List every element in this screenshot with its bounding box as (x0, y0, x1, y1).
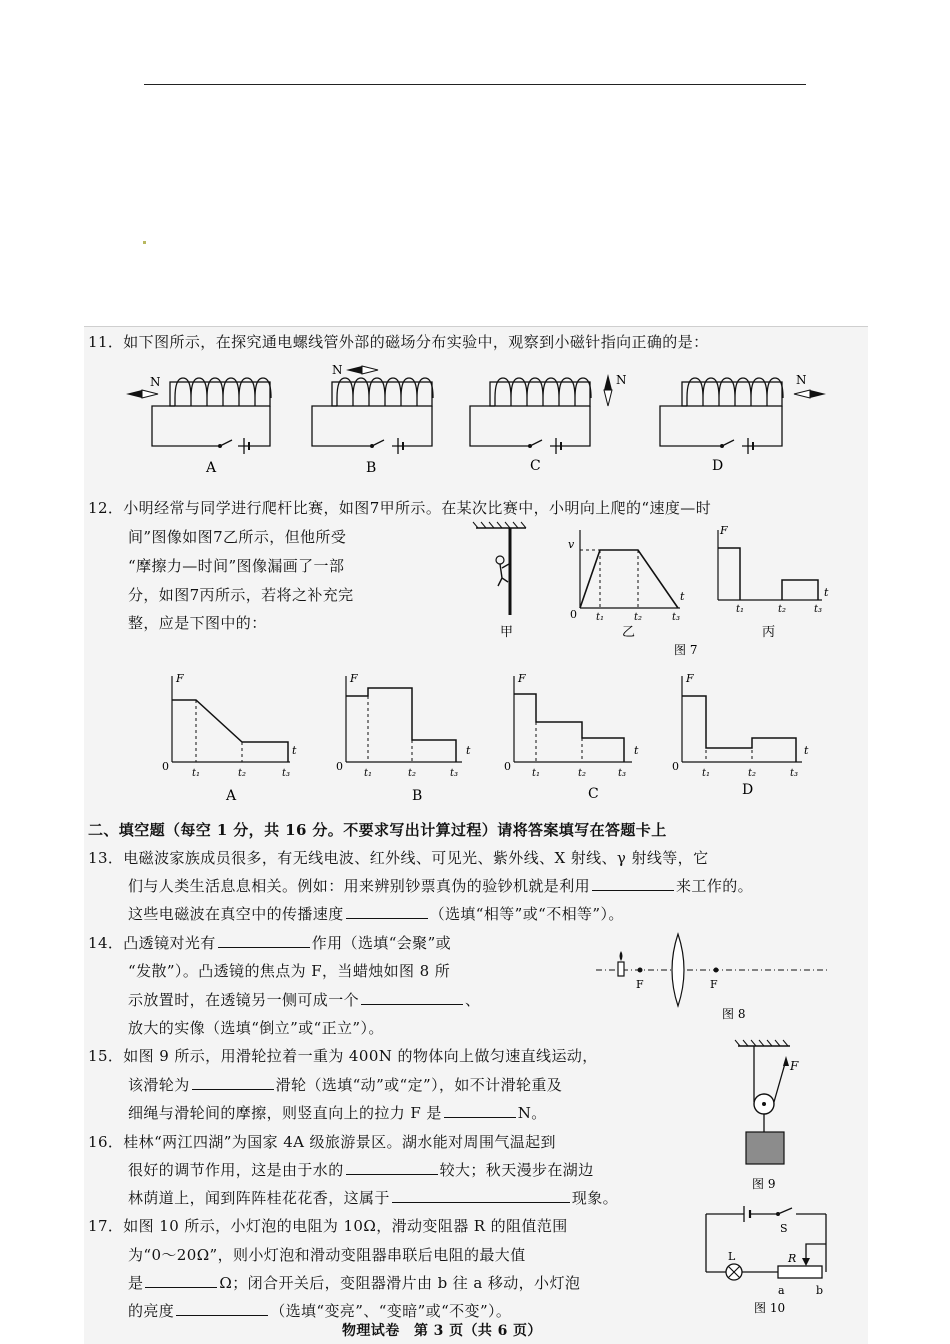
q12-c-axis-f: F (518, 672, 526, 685)
fig8-focus-left: F (636, 978, 644, 991)
q16-line-1: 16．桂林“两江四湖”为国家 4A 级旅游景区。湖水能对周围气温起到 (88, 1133, 556, 1151)
q11-option-c-circuit (470, 374, 612, 454)
q14-line-3a: 示放置时，在透镜另一侧可成一个 (128, 991, 360, 1009)
q11-option-b-circuit (312, 366, 433, 454)
q14-line-4: 放大的实像（选填“倒立”或“正立”）。 (128, 1019, 384, 1037)
q13-line-3a: 这些电磁波在真空中的传播速度 (128, 905, 344, 923)
q12-option-c: C (588, 786, 599, 802)
fig7-bing-t1: t₁ (736, 604, 745, 615)
fig7-bing-axis-t: t (824, 586, 829, 599)
q12-c-t1: t₁ (532, 768, 541, 779)
q13-line-1: 13．电磁波家族成员很多，有无线电波、红外线、可见光、紫外线、X 射线、γ 射线等，它 (88, 849, 709, 867)
q14-line-1b: 作用（选填“会聚”或 (311, 934, 452, 952)
fig7-bing-t3: t₃ (814, 604, 823, 615)
fig9-caption: 图 9 (752, 1177, 776, 1191)
q17-line-4a: 的亮度 (128, 1302, 175, 1320)
q13-line-3 (128, 904, 624, 924)
fig10-a-label: a (778, 1284, 785, 1297)
q12-c-axis-t: t (634, 744, 639, 757)
q11-c-pole: N (616, 373, 627, 387)
q11-option-b: B (366, 460, 377, 476)
fig10-caption: 图 10 (754, 1301, 786, 1315)
section-2-title-note: 请将答案填写在答题卡上 (497, 821, 667, 839)
fig8-caption: 图 8 (722, 1007, 746, 1021)
q17-line-3b: Ω；闭合开关后，变阻器滑片由 b 往 a 移动，小灯泡 (219, 1274, 581, 1292)
q16-line-2 (128, 1160, 594, 1180)
q12-b-t2: t₂ (408, 768, 417, 779)
sheet-edge (84, 326, 868, 327)
q15-line-2 (128, 1075, 562, 1095)
q13-line-2b: 来工作的。 (676, 877, 754, 895)
q12-stem-3: “摩擦力—时间”图像漏画了一部 (128, 557, 345, 575)
q13-blank-2[interactable] (346, 904, 428, 919)
q12-stem-2: 间”图像如图7乙所示，但他所受 (128, 528, 347, 546)
q17-line-3 (128, 1273, 580, 1293)
q13-blank-1[interactable] (592, 876, 674, 891)
q12-stem-4: 分，如图7丙所示，若将之补充完 (128, 586, 354, 604)
q12-option-a: A (226, 788, 237, 802)
q12-d-origin: 0 (672, 760, 679, 773)
fig7-yi-label: 乙 (622, 625, 636, 640)
q12-d-t1: t₁ (702, 768, 711, 779)
q12-a-t3: t₃ (282, 768, 291, 779)
q15-line-2b: 滑轮（选填“动”或“定”），如不计滑轮重及 (275, 1076, 563, 1094)
q15-blank-2[interactable] (444, 1103, 516, 1118)
q11-figure (120, 360, 840, 480)
q12-a-t2: t₂ (238, 768, 247, 779)
q16-blank-1[interactable] (346, 1160, 438, 1175)
q12-a-axis-f: F (176, 672, 184, 685)
q12-b-t3: t₃ (450, 768, 459, 779)
q12-b-origin: 0 (336, 760, 343, 773)
q15-line-2a: 该滑轮为 (128, 1076, 190, 1094)
q12-d-axis-f: F (686, 672, 694, 685)
q17-line-4 (128, 1301, 511, 1321)
fig7-bing-axis-f: F (720, 524, 728, 537)
fig7-yi-axis-v: v (568, 538, 575, 551)
q12-options (150, 662, 830, 802)
q12-stem-5: 整，应是下图中的： (128, 614, 267, 632)
fig7-jia-pole (473, 522, 526, 615)
q17-line-3a: 是 (128, 1274, 144, 1292)
q12-c-origin: 0 (504, 760, 511, 773)
fig7-yi-t2: t₂ (634, 612, 643, 623)
q12-b-axis-f: F (350, 672, 358, 685)
q14-line-3b: 、 (465, 991, 481, 1009)
q11-option-c: C (530, 458, 541, 474)
q13-line-3b: （选填“相等”或“不相等”）。 (429, 905, 624, 923)
q15-line-3 (128, 1103, 547, 1123)
fig10-b-label: b (816, 1284, 824, 1297)
fig7-yi-t3: t₃ (672, 612, 681, 623)
q12-option-c-graph (514, 676, 632, 762)
q11-d-pole: N (796, 373, 807, 387)
q12-stem-1: 12．小明经常与同学进行爬杆比赛，如图7甲所示。在某次比赛中，小明向上爬的“速度—时 (88, 499, 712, 517)
q17-line-2: 为“0～20Ω”，则小灯泡和滑动变阻器串联后电阻的最大值 (128, 1246, 526, 1264)
q12-b-axis-t: t (466, 744, 471, 757)
fig10-lamp-label: L (728, 1250, 736, 1263)
q17-line-4b: （选填“变亮”、“变暗”或“不变”）。 (270, 1302, 512, 1320)
q11-option-a-circuit (126, 378, 271, 454)
fig9-force: F (790, 1059, 799, 1073)
q12-d-t2: t₂ (748, 768, 757, 779)
q16-line-3 (128, 1188, 618, 1208)
fig7-jia-label: 甲 (500, 625, 514, 640)
section-2-title-main: 二、填空题（每空 1 分，共 16 分。不要求写出计算过程） (88, 821, 498, 839)
fig7-bing-graph (718, 530, 822, 600)
fig10-rheostat-label: R (788, 1252, 797, 1265)
q16-line-3b: 现象。 (571, 1189, 619, 1207)
fig10 (698, 1200, 838, 1318)
fig7-yi-graph (580, 530, 680, 608)
fig7-bing-t2: t₂ (778, 604, 787, 615)
q11-option-d: D (712, 458, 724, 474)
fig7-caption: 图 7 (674, 643, 698, 657)
q11-option-d-circuit (660, 378, 826, 454)
fig8 (588, 930, 838, 1024)
fig10-switch-label: S (780, 1222, 788, 1235)
q15-blank-1[interactable] (192, 1075, 274, 1090)
top-rule (144, 84, 806, 85)
fig7-yi-origin: 0 (570, 608, 577, 621)
q16-blank-2[interactable] (392, 1188, 570, 1203)
q12-option-b-graph (346, 676, 462, 762)
q12-option-b: B (412, 788, 423, 802)
q12-a-t1: t₁ (192, 768, 201, 779)
fig9 (728, 1036, 828, 1196)
q14-line-1 (88, 933, 451, 953)
candle-icon (618, 951, 624, 976)
q16-line-2b: 较大；秋天漫步在湖边 (439, 1161, 594, 1179)
q16-line-2a: 很好的调节作用，这是由于水的 (128, 1161, 344, 1179)
q14-line-2: “发散”）。凸透镜的焦点为 F，当蜡烛如图 8 所 (128, 962, 451, 980)
q11-option-a: A (206, 460, 217, 476)
q15-line-3b: N。 (517, 1104, 547, 1122)
lamp-icon (726, 1264, 742, 1280)
q12-d-t3: t₃ (790, 768, 799, 779)
page-footer: 物理试卷 第 3 页（共 6 页） (342, 1323, 542, 1339)
q14-line-1a: 14．凸透镜对光有 (88, 934, 216, 952)
q12-b-t1: t₁ (364, 768, 373, 779)
fig7-yi-axis-t: t (680, 590, 685, 603)
q15-line-3a: 细绳与滑轮间的摩擦，则竖直向上的拉力 F 是 (128, 1104, 442, 1122)
q14-blank-2[interactable] (361, 990, 463, 1005)
fig7-bing-label: 丙 (762, 625, 776, 640)
q12-d-axis-t: t (804, 744, 809, 757)
q17-blank-2[interactable] (176, 1301, 268, 1316)
q14-line-3 (128, 990, 480, 1010)
q13-line-2a: 们与人类生活息息相关。例如：用来辨别钞票真伪的验钞机就是利用 (128, 877, 591, 895)
q12-option-d: D (742, 782, 754, 798)
q11-b-pole: N (332, 363, 343, 377)
section-2-title (88, 820, 667, 840)
q13-line-2 (128, 876, 753, 896)
q12-option-a-graph (172, 676, 290, 762)
pulley-icon (754, 1094, 774, 1114)
q12-c-t3: t₃ (618, 768, 627, 779)
q12-a-origin: 0 (162, 760, 169, 773)
q17-line-1: 17．如图 10 所示，小灯泡的电阻为 10Ω，滑动变阻器 R 的阻值范围 (88, 1217, 568, 1235)
fig7 (470, 520, 840, 660)
q16-line-3a: 林荫道上，闻到阵阵桂花花香，这属于 (128, 1189, 390, 1207)
q12-option-d-graph (682, 676, 802, 762)
q11-a-pole: N (150, 375, 161, 389)
q12-a-axis-t: t (292, 744, 297, 757)
fig7-yi-t1: t₁ (596, 612, 605, 623)
fig8-focus-right: F (710, 978, 718, 991)
q12-c-t2: t₂ (578, 768, 587, 779)
q14-blank-1[interactable] (218, 933, 310, 948)
q17-blank-1[interactable] (145, 1273, 217, 1288)
q11-stem: 11．如下图所示，在探究通电螺线管外部的磁场分布实验中，观察到小磁针指向正确的是： (88, 333, 709, 351)
q15-line-1: 15．如图 9 所示，用滑轮拉着一重为 400N 的物体向上做匀速直线运动， (88, 1047, 598, 1065)
speck (143, 241, 146, 244)
